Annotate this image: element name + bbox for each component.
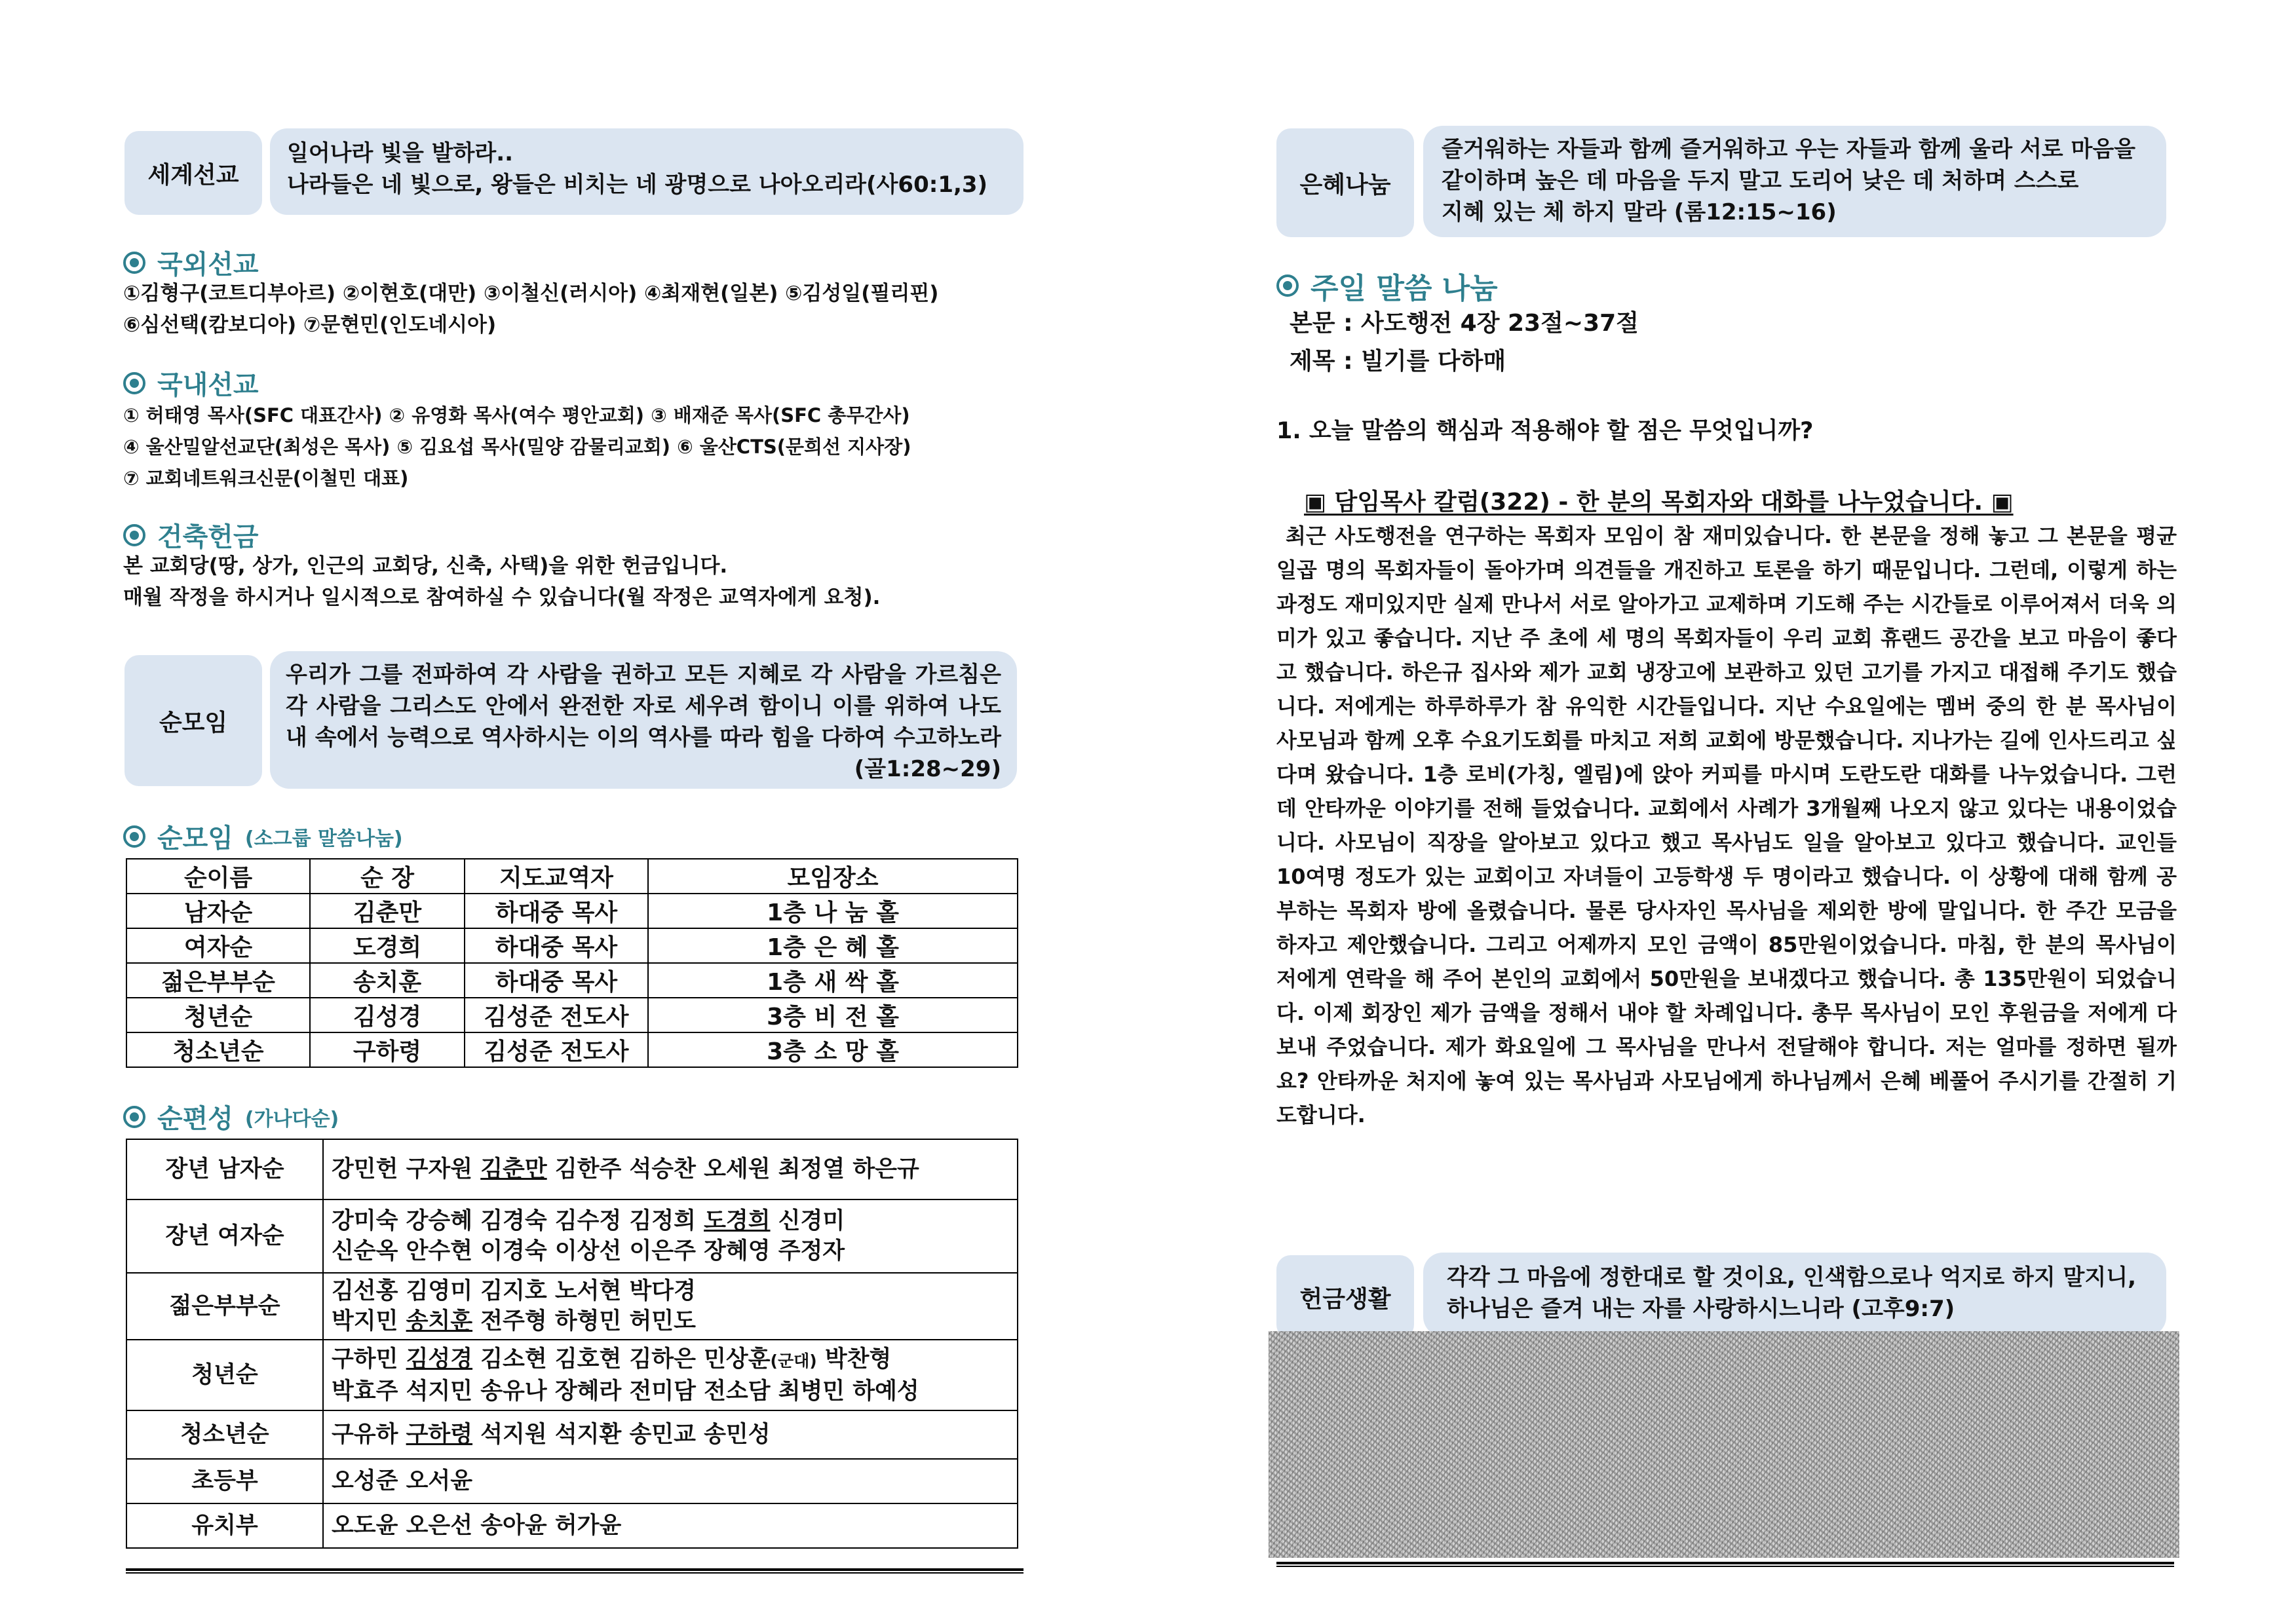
roster-members [323,1410,1018,1459]
table-row [126,1273,1018,1340]
table-header-cell: 순 장 [310,859,465,894]
roster-label: 청년순 [126,1340,323,1410]
sermon-question: 1. 오늘 말씀의 핵심과 적용해야 할 점은 무엇입니까? [1276,418,1814,444]
sermon-text-reference: 본문 : 사도행전 4장 23절~37절 [1290,310,1639,337]
roster-names: 박지민 [332,1308,406,1334]
offering-life-line: 각각 그 마음에 정한대로 할 것이요, 인색함으로나 억지로 하지 말지니, [1447,1264,2136,1291]
small-group-table-subtitle: (소그룹 말씀나눔) [244,827,403,850]
roster-label: 청소년순 [126,1410,323,1459]
table-cell: 김성준 전도사 [465,1032,648,1067]
table-row [126,1139,1018,1199]
overseas-mission-heading [123,244,259,281]
offering-life-line: 하나님은 즐겨 내는 자를 사랑하시느니라 (고후9:7) [1447,1296,1955,1322]
roster-members [323,1139,1018,1199]
table-cell: 송치훈 [310,963,465,998]
table-header-row [126,859,1018,894]
table-cell: 청소년순 [126,1032,310,1067]
roster-leader: 도경희 [704,1208,771,1234]
roster-label: 유치부 [126,1503,323,1548]
group-roster-subtitle: (가나다순) [244,1107,339,1131]
overseas-mission-title: 국외선교 [157,250,259,280]
target-bullet-icon [123,372,145,394]
domestic-mission-line: ④ 울산밀알선교단(최성은 목사) ⑤ 김요섭 목사(밀양 감물리교회) ⑥ 울산CTS(문희선 지사장) [123,436,911,458]
roster-note: (군대) [770,1351,817,1370]
roster-names: 박찬형 [816,1346,892,1372]
group-roster-heading [123,1098,339,1135]
small-group-quote-ref: (골1:28~29) [854,756,1001,782]
group-roster-title: 순편성 [157,1104,233,1134]
small-group-table [126,858,1018,1068]
roster-names: 구유하 [332,1422,406,1448]
table-cell: 도경희 [310,928,465,963]
world-mission-quote-line: 나라들은 네 빛으로, 왕들은 비치는 네 광명으로 나아오리라(사60:1,3) [287,172,988,198]
roster-names: 신경미 [770,1208,845,1234]
roster-leader: 김성경 [406,1346,473,1372]
table-cell: 구하령 [310,1032,465,1067]
grace-sharing-line: 지혜 있는 체 하지 말라 (롬12:15~16) [1442,199,1837,225]
sermon-title-label: 제목 : 빌기를 다하매 [1290,348,1506,375]
pastor-column-body [1276,519,2177,1226]
small-group-quote-line: 각 사람을 그리스도 안에서 완전한 자로 세우려 함이니 이를 위하여 나도 [286,693,1001,719]
domestic-mission-heading [123,364,259,402]
domestic-mission-line: ① 허태영 목사(SFC 대표간사) ② 유영화 목사(여수 평안교회) ③ 배재준 목사(SFC 총무간사) [123,404,910,426]
target-bullet-icon [1276,274,1299,297]
table-cell: 여자순 [126,928,310,963]
building-offering-title: 건축헌금 [157,522,259,552]
roster-leader: 김춘만 [480,1156,547,1182]
table-row [126,1199,1018,1273]
overseas-mission-line: ⑥심선택(캄보디아) ⑦문현민(인도네시아) [123,313,497,337]
sunday-sermon-title: 주일 말씀 나눔 [1311,272,1498,305]
building-offering-line: 매월 작정을 하시거나 일시적으로 참여하실 수 있습니다(월 작정은 교역자에게 요청). [123,586,881,609]
target-bullet-icon [123,1106,145,1128]
roster-names: 김한주 석승찬 오세원 최정열 하은규 [546,1156,919,1182]
page-divider-rule [126,1568,1024,1574]
building-offering-text [123,550,880,613]
roster-names: 박효주 석지민 송유나 장혜라 전미담 전소담 최병민 하예성 [332,1378,919,1405]
offering-life-quote [1423,1253,2166,1336]
target-bullet-icon [123,524,145,546]
table-cell: 젊은부부순 [126,963,310,998]
table-header-cell: 지도교역자 [465,859,648,894]
table-cell: 김춘만 [310,894,465,928]
roster-members [323,1199,1018,1273]
table-row [126,1410,1018,1459]
domestic-mission-line: ⑦ 교회네트워크신문(이철민 대표) [123,467,409,489]
small-group-tag: 순모임 [124,655,262,786]
table-row [126,1340,1018,1410]
roster-members [323,1273,1018,1340]
roster-label: 초등부 [126,1459,323,1503]
world-mission-quote-line: 일어나라 빛을 발하라.. [287,140,514,166]
table-row [126,1459,1018,1503]
table-row [126,1503,1018,1548]
roster-members [323,1340,1018,1410]
grace-sharing-quote [1423,126,2166,237]
world-mission-quote [270,128,1024,215]
roster-label: 장년 남자순 [126,1139,323,1199]
table-cell: 청년순 [126,998,310,1032]
domestic-mission-list [123,400,911,494]
table-row [126,998,1018,1032]
grace-sharing-line: 즐거워하는 자들과 함께 즐거워하고 우는 자들과 함께 울라 서로 마음을 [1442,136,2136,162]
grace-sharing-line: 같이하며 높은 데 마음을 두지 말고 도리어 낮은 데 처하며 스스로 [1442,168,2079,194]
roster-leader: 송치훈 [406,1308,473,1334]
roster-names: 신순옥 안수현 이경숙 이상선 이은주 장혜영 주정자 [332,1238,845,1264]
small-group-table-title: 순모임 [157,823,233,854]
roster-label: 젊은부부순 [126,1273,323,1340]
overseas-mission-line: ①김형구(코트디부아르) ②이현호(대만) ③이철신(러시아) ④최재현(일본) ⑤김성일(필리핀) [123,282,939,305]
redacted-area [1269,1331,2179,1558]
offering-life-tag: 헌금생활 [1276,1255,1414,1339]
group-roster-table [126,1139,1018,1549]
table-header-cell: 순이름 [126,859,310,894]
table-cell: 하대중 목사 [465,894,648,928]
small-group-quote [270,651,1017,789]
building-offering-line: 본 교회당(땅, 상가, 인근의 교회당, 신축, 사택)을 위한 헌금입니다. [123,554,728,578]
sunday-sermon-heading [1276,265,1498,307]
target-bullet-icon [123,825,145,848]
roster-names: 전주형 하형민 허민도 [472,1308,696,1334]
page-divider-rule [1276,1562,2174,1567]
roster-leader: 구하령 [406,1422,473,1448]
domestic-mission-title: 국내선교 [157,370,259,400]
table-cell: 1층 새 싹 홀 [648,963,1018,998]
roster-names: 강미숙 강승혜 김경숙 김수정 김정희 [332,1208,704,1234]
table-row [126,894,1018,928]
roster-names: 석지원 석지환 송민교 송민성 [472,1422,771,1448]
table-cell: 3층 소 망 홀 [648,1032,1018,1067]
target-bullet-icon [123,252,145,274]
table-cell: 남자순 [126,894,310,928]
small-group-quote-line: 우리가 그를 전파하여 각 사람을 권하고 모든 지혜로 각 사람을 가르침은 [286,662,1001,688]
table-cell: 3층 비 전 홀 [648,998,1018,1032]
table-header-cell: 모임장소 [648,859,1018,894]
table-cell: 김성준 전도사 [465,998,648,1032]
roster-names: 김선홍 김영미 김지호 노서현 박다경 [332,1278,696,1304]
table-cell: 1층 은 혜 홀 [648,928,1018,963]
table-cell: 김성경 [310,998,465,1032]
table-cell: 1층 나 눔 홀 [648,894,1018,928]
table-cell: 하대중 목사 [465,928,648,963]
small-group-table-heading [123,818,403,855]
roster-names: 강민헌 구자원 [332,1156,481,1182]
roster-names: 구하민 [332,1346,406,1372]
pastor-column-text: 최근 사도행전을 연구하는 목회자 모임이 참 재미있습니다. 한 본문을 정해 놓고 그 본문을 평균 일곱 명의 목회자들이 돌아가며 의견들을 개진하고 토론을 하기 때문입니다. 그런데, 이렇게 하는 과정도 재미있지만 실제 만나서 서로 알아가고 교제하며 기도해 주는 시간들로 이루어져서 더욱 의미가 있고 좋습니다. 지난 주 초에 세 명의 목회자들이 우리 교회 휴랜드 공간을 보고 마음이 좋다고 했습니다. 하은규 집사와 제가 교회 냉장고에 보관하고 있던 고기를 가지고 대접해 주기도 했습니다. 저에게는 하루하루가 참 유익한 시간들입니다. 지난 수요일에는 멤버 중의 한 분 목사님이 사모님과 함께 오후 수요기도회를 마치고 저희 교회에 방문했습니다. 지나가는 길에 인사드리고 싶다며 왔습니다. 1층 로비(가칭, 엘림)에 앉아 커피를 마시며 도란도란 대화를 나누었습니다. 그런데 안타까운 이야기를 전해 들었습니다. 교회에서 사례가 3개월째 나오지 않고 있다는 내용이었습니다. 사모님이 직장을 알아보고 있다고 했고 목사님도 일을 알아보고 있다고 했습니다. 교인들 10여명 정도가 있는 교회이고 자녀들이 고등학생 두 명이라고 했습니다. 이 상황에 대해 함께 공부하는 목회자 방에 올렸습니다. 물론 당사자인 목사님을 제외한 방에 말입니다. 한 주간 모금을 하자고 제안했습니다. 그리고 어제까지 모인 금액이 85만원이었습니다. 마침, 한 분의 목사님이 저에게 연락을 해 주어 본인의 교회에서 50만원을 보내겠다고 했습니다. 총 135만원이 되었습니다. 이제 회장인 제가 금액을 정해서 내야 할 차례입니다. 총무 목사님이 모인 후원금을 저에게 다 보내 주었습니다. 제가 화요일에 그 목사님을 만나서 전달해야 합니다. 저는 얼마를 정하면 될까요? 안타까운 처지에 놓여 있는 목사님과 사모님에게 하나님께서 은혜 베풀어 주시기를 간절히 기도합니다. [1276,523,2177,1127]
building-offering-heading [123,516,259,554]
pastor-column-heading: ▣ 담임목사 칼럼(322) - 한 분의 목회자와 대화를 나누었습니다. ▣ [1304,489,2014,516]
table-cell: 하대중 목사 [465,963,648,998]
roster-label: 장년 여자순 [126,1199,323,1273]
grace-sharing-tag: 은혜나눔 [1276,128,1414,237]
small-group-quote-line: 내 속에서 능력으로 역사하시는 이의 역사를 따라 힘을 다하여 수고하노라 [286,725,1001,751]
table-row [126,1032,1018,1067]
roster-members: 오성준 오서윤 [323,1459,1018,1503]
table-row [126,963,1018,998]
roster-names: 김소현 김호현 김하은 민상훈 [472,1346,771,1372]
roster-members: 오도윤 오은선 송아윤 허가윤 [323,1503,1018,1548]
overseas-mission-list [123,278,938,341]
table-row [126,928,1018,963]
world-mission-tag: 세계선교 [124,131,262,215]
